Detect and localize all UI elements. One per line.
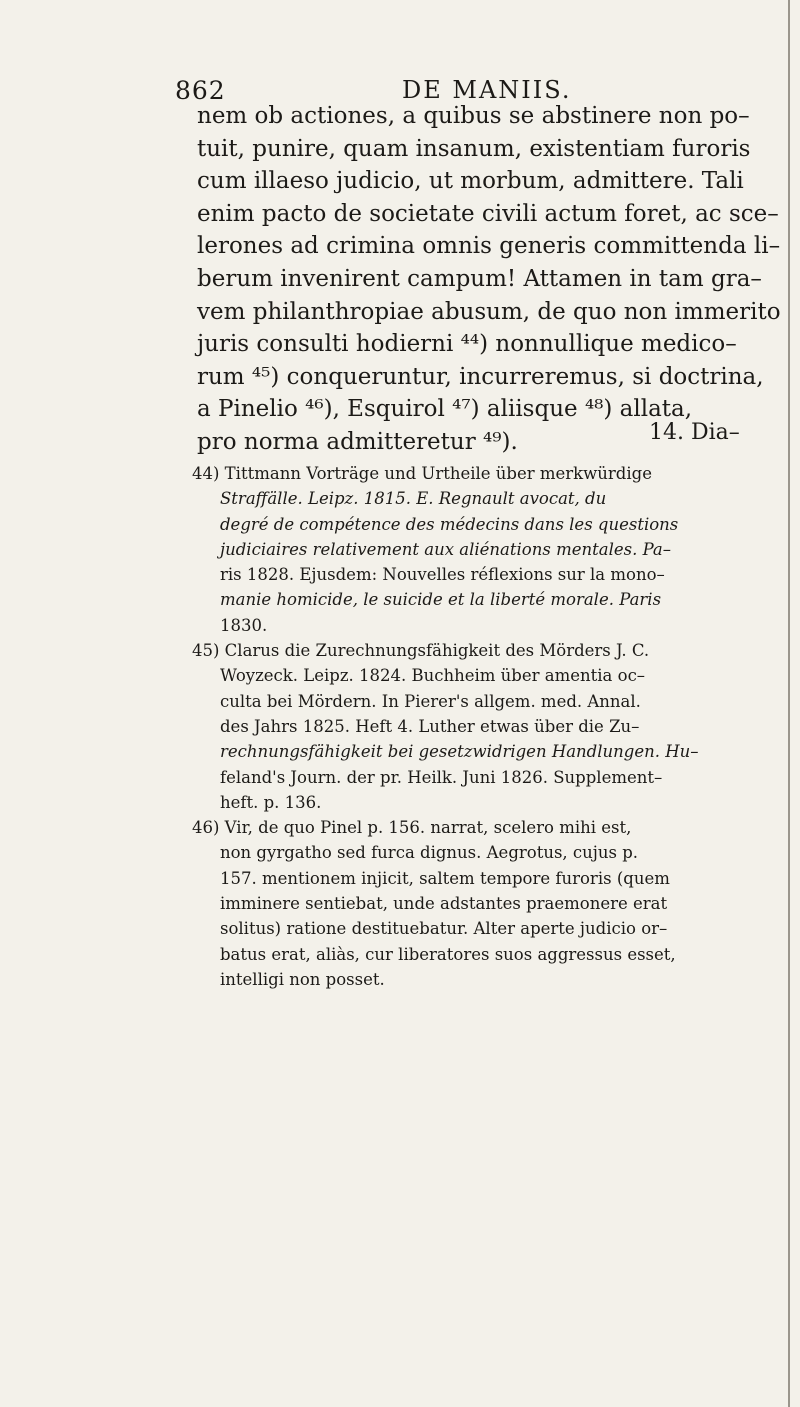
text-line: enim pacto de societate civili actum foret, ac sce– bbox=[197, 200, 779, 227]
catchword: 14. Dia– bbox=[649, 420, 740, 445]
footnote-line: heft. p. 136. bbox=[220, 792, 322, 812]
page-edge-line bbox=[788, 0, 790, 1407]
footnote-line: Straffälle. Leipz. 1815. E. Regnault avocat, du bbox=[220, 489, 607, 509]
footnotes bbox=[192, 461, 772, 992]
text-line: a Pinelio ⁴⁶), Esquirol ⁴⁷) aliisque ⁴⁸) allata, bbox=[197, 396, 693, 423]
text-line: berum invenirent campum! Attamen in tam gra– bbox=[197, 265, 762, 292]
footnote-line: 1830. bbox=[220, 615, 268, 635]
footnote-line: judiciaires relativement aux aliénations mentales. Pa– bbox=[220, 539, 672, 559]
footnote-line: solitus) ratione destituebatur. Alter aperte judicio or– bbox=[220, 919, 668, 939]
running-title: DE MANIIS. bbox=[402, 76, 572, 104]
text-line: cum illaeso judicio, ut morbum, admittere. Tali bbox=[197, 168, 744, 195]
footnote-line: des Jahrs 1825. Heft 4. Luther etwas über die Zu– bbox=[220, 716, 640, 736]
footnote-line: Woyzeck. Leipz. 1824. Buchheim über amentia oc– bbox=[220, 666, 646, 686]
main-text-block bbox=[197, 100, 781, 459]
footnote-line: intelligi non posset. bbox=[220, 969, 385, 989]
footnote-line: culta bei Mördern. In Pierer's allgem. med. Annal. bbox=[220, 691, 641, 711]
footnote-line: rechnungsfähigkeit bei gesetzwidrigen Handlungen. Hu– bbox=[220, 742, 699, 762]
text-line: pro norma admitteretur ⁴⁹). bbox=[197, 428, 518, 455]
footnote-line: 46) Vir, de quo Pinel p. 156. narrat, scelero mihi est, bbox=[192, 818, 632, 838]
footnote-line: degré de compétence des médecins dans les questions bbox=[220, 514, 679, 534]
footnote-line: 157. mentionem injicit, saltem tempore furoris (quem bbox=[220, 868, 670, 888]
footnote-line: imminere sentiebat, unde adstantes praemonere erat bbox=[220, 894, 668, 914]
text-line: tuit, punire, quam insanum, existentiam furoris bbox=[197, 135, 751, 162]
text-line: rum ⁴⁵) conqueruntur, incurreremus, si doctrina, bbox=[197, 363, 764, 390]
text-line: nem ob actiones, a quibus se abstinere non po– bbox=[197, 103, 750, 129]
footnote-line: batus erat, aliàs, cur liberatores suos aggressus esset, bbox=[220, 944, 676, 964]
text-line: juris consulti hodierni ⁴⁴) nonnullique medico– bbox=[197, 331, 737, 358]
footnote-line: non gyrgatho sed furca dignus. Aegrotus, cujus p. bbox=[220, 843, 639, 863]
footnote-line: 45) Clarus die Zurechnungsfähigkeit des Mörders J. C. bbox=[192, 641, 650, 661]
text-line: lerones ad crimina omnis generis committenda li– bbox=[197, 233, 781, 260]
footnote-line: 44) Tittmann Vorträge und Urtheile über merkwürdige bbox=[192, 464, 652, 483]
footnote-line: feland's Journ. der pr. Heilk. Juni 1826. Supplement– bbox=[220, 767, 663, 787]
text-line: vem philanthropiae abusum, de quo non immerito bbox=[197, 298, 781, 325]
footnote-line: manie homicide, le suicide et la liberté morale. Paris bbox=[220, 590, 662, 610]
footnote-line: ris 1828. Ejusdem: Nouvelles réflexions sur la mono– bbox=[220, 565, 665, 585]
page-number: 862 bbox=[175, 76, 226, 105]
